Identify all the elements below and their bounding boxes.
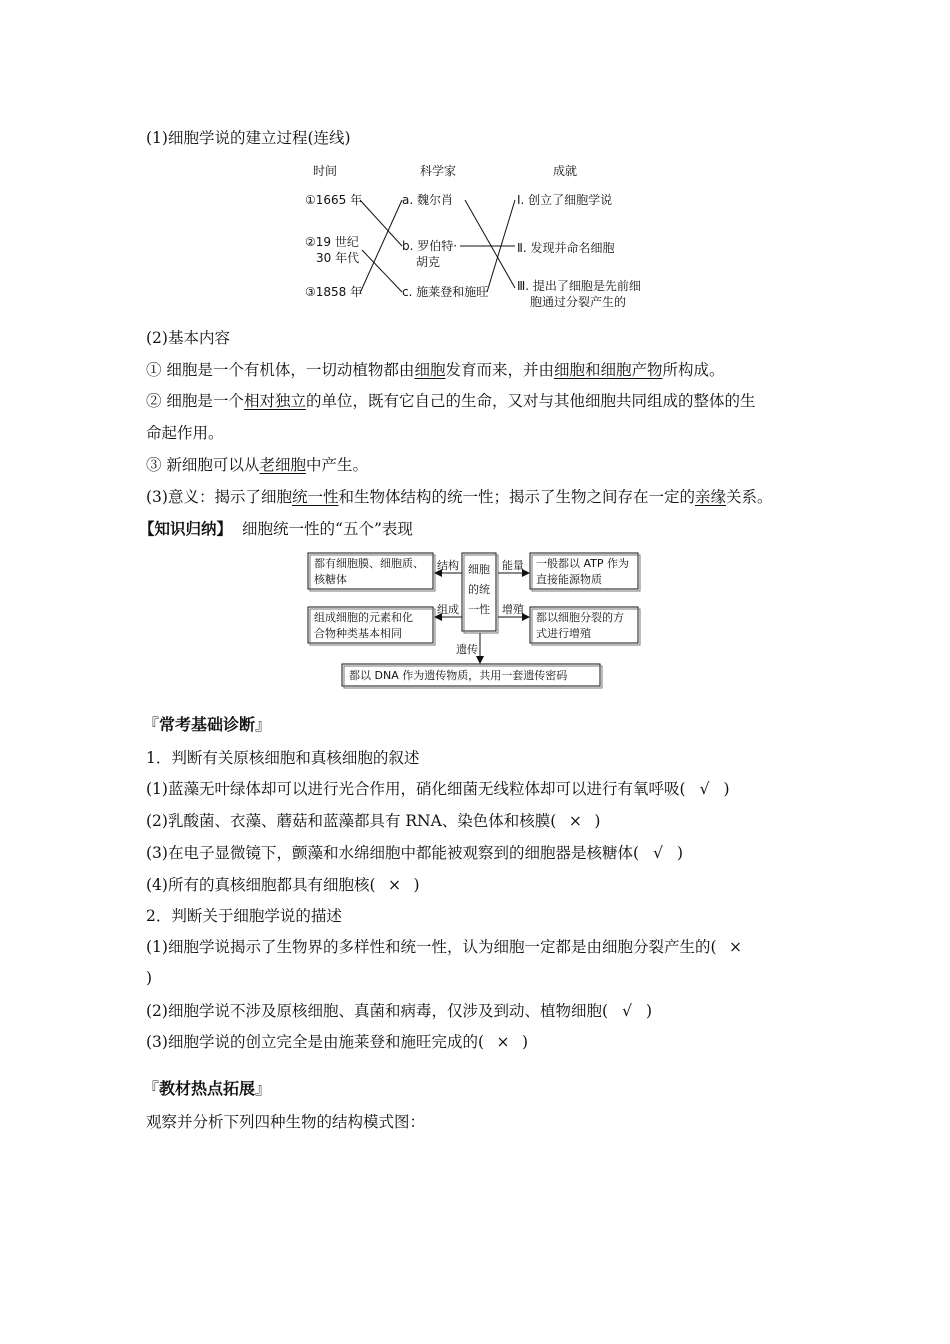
answer-mark: ×: [496, 1033, 510, 1051]
achievement-1: Ⅰ. 创立了细胞学说: [517, 193, 613, 207]
scientist-b1: b. 罗伯特·: [402, 239, 458, 253]
center-line3: 一性: [468, 603, 490, 616]
right-bottom-line1: 都以细胞分裂的方: [536, 611, 624, 624]
header-time: 时间: [313, 164, 338, 178]
center-line2: 的统: [468, 583, 490, 596]
content-item-2: ② 细胞是一个相对独立的单位，既有它自己的生命，又对与其他细胞共同组成的整体的生: [146, 392, 756, 410]
line-19c-c: [362, 250, 402, 292]
header-scientist: 科学家: [420, 164, 457, 178]
blank-kinship: 亲缘: [695, 488, 727, 506]
left-top-line1: 都有细胞膜、细胞质、: [314, 557, 424, 570]
right-bottom-line2: 式进行增殖: [536, 627, 591, 640]
answer-mark: √: [622, 1002, 632, 1020]
line-1858-a: [360, 200, 402, 293]
q1-item-4: (4)所有的真核细胞都具有细胞核( × ): [146, 876, 420, 894]
diagnosis-heading: 『常考基础诊断』: [143, 715, 272, 734]
answer-mark: ×: [388, 876, 402, 894]
content-item-3: ③ 新细胞可以从老细胞中产生。: [146, 456, 368, 474]
left-bottom-line2: 合物种类基本相同: [314, 627, 402, 640]
left-bottom-line1: 组成细胞的元素和化: [314, 611, 413, 624]
line-1665-b: [360, 200, 402, 246]
section2-title: (2)基本内容: [146, 329, 230, 347]
content-item-1: ① 细胞是一个有机体，一切动植物都由细胞发育而来，并由细胞和细胞产物所构成。: [146, 361, 725, 379]
time-2a: ②19 世纪: [305, 235, 359, 249]
cell-unity-diagram: [300, 545, 650, 690]
header-achievement: 成就: [553, 164, 578, 178]
knowledge-heading: [139, 519, 413, 539]
q1-title: 1．判断有关原核细胞和真核细胞的叙述: [146, 749, 420, 767]
knowledge-tag: 【知识归纳】: [139, 520, 233, 538]
blank-old-cell: 老细胞: [259, 456, 306, 474]
time-2b: 30 年代: [316, 251, 360, 265]
answer-mark: ×: [729, 938, 743, 956]
time-1: ①1665 年: [305, 193, 363, 207]
scientist-a: a. 魏尔肖: [402, 193, 453, 207]
blank-unity: 统一性: [291, 488, 339, 506]
q2-item-3: (3)细胞学说的创立完全是由施莱登和施旺完成的( × ): [146, 1033, 529, 1051]
label-proliferation: 增殖: [502, 603, 524, 616]
right-top-line1: 一般都以 ATP 作为: [536, 557, 630, 570]
time-3: ③1858 年: [305, 285, 363, 299]
label-heredity: 遗传: [456, 643, 478, 656]
history-matching-diagram: [290, 158, 670, 316]
label-structure: 结构: [437, 559, 459, 572]
achievement-3b: 胞通过分裂产生的: [530, 295, 627, 309]
knowledge-title: 细胞统一性的“五个”表现: [242, 520, 413, 538]
left-top-line2: 核糖体: [314, 573, 347, 586]
center-line1: 细胞: [468, 563, 490, 576]
answer-mark: √: [653, 844, 663, 862]
q2-item-2: (2)细胞学说不涉及原核细胞、真菌和病毒，仅涉及到动、植物细胞( √ ): [146, 1002, 653, 1020]
scientist-b2: 胡克: [416, 255, 441, 269]
content-item-2-cont: 命起作用。: [146, 424, 224, 442]
blank-relatively-independent: 相对独立: [243, 392, 306, 410]
answer-mark: √: [699, 780, 710, 798]
right-top-line2: 直接能源物质: [536, 573, 602, 586]
extension-heading: 『教材热点拓展』: [143, 1079, 272, 1098]
answer-mark: ×: [568, 812, 582, 830]
section3-significance: (3)意义：揭示了细胞统一性和生物体结构的统一性；揭示了生物之间存在一定的亲缘关系。: [146, 488, 773, 506]
q1-item-1: (1)蓝藻无叶绿体却可以进行光合作用，硝化细菌无线粒体却可以进行有氧呼吸( √ ): [146, 780, 730, 798]
label-composition: 组成: [437, 603, 459, 616]
q2-item-1-close: ): [146, 969, 153, 987]
bottom-box-text: 都以 DNA 作为遗传物质，共用一套遗传密码: [349, 669, 568, 682]
blank-cell: 细胞: [414, 361, 446, 379]
achievement-2: Ⅱ. 发现并命名细胞: [517, 241, 615, 255]
q1-item-3: (3)在电子显微镜下，颤藻和水绵细胞中都能被观察到的细胞器是核糖体( √ ): [146, 844, 684, 862]
line-a-III: [465, 200, 515, 288]
section1-title: (1)细胞学说的建立过程(连线): [146, 129, 351, 147]
q2-title: 2．判断关于细胞学说的描述: [146, 907, 342, 925]
label-energy: 能量: [502, 559, 524, 572]
blank-cell-and-products: 细胞和细胞产物: [553, 361, 663, 379]
achievement-3a: Ⅲ. 提出了细胞是先前细: [517, 279, 641, 293]
q2-item-1: (1)细胞学说揭示了生物界的多样性和统一性，认为细胞一定都是由细胞分裂产生的( ×: [146, 937, 755, 957]
extension-text: 观察并分析下列四种生物的结构模式图：: [146, 1113, 426, 1131]
q1-item-2: (2)乳酸菌、衣藻、蘑菇和蓝藻都具有 RNA、染色体和核膜( × ): [146, 812, 601, 830]
scientist-c: c. 施莱登和施旺: [402, 285, 489, 299]
